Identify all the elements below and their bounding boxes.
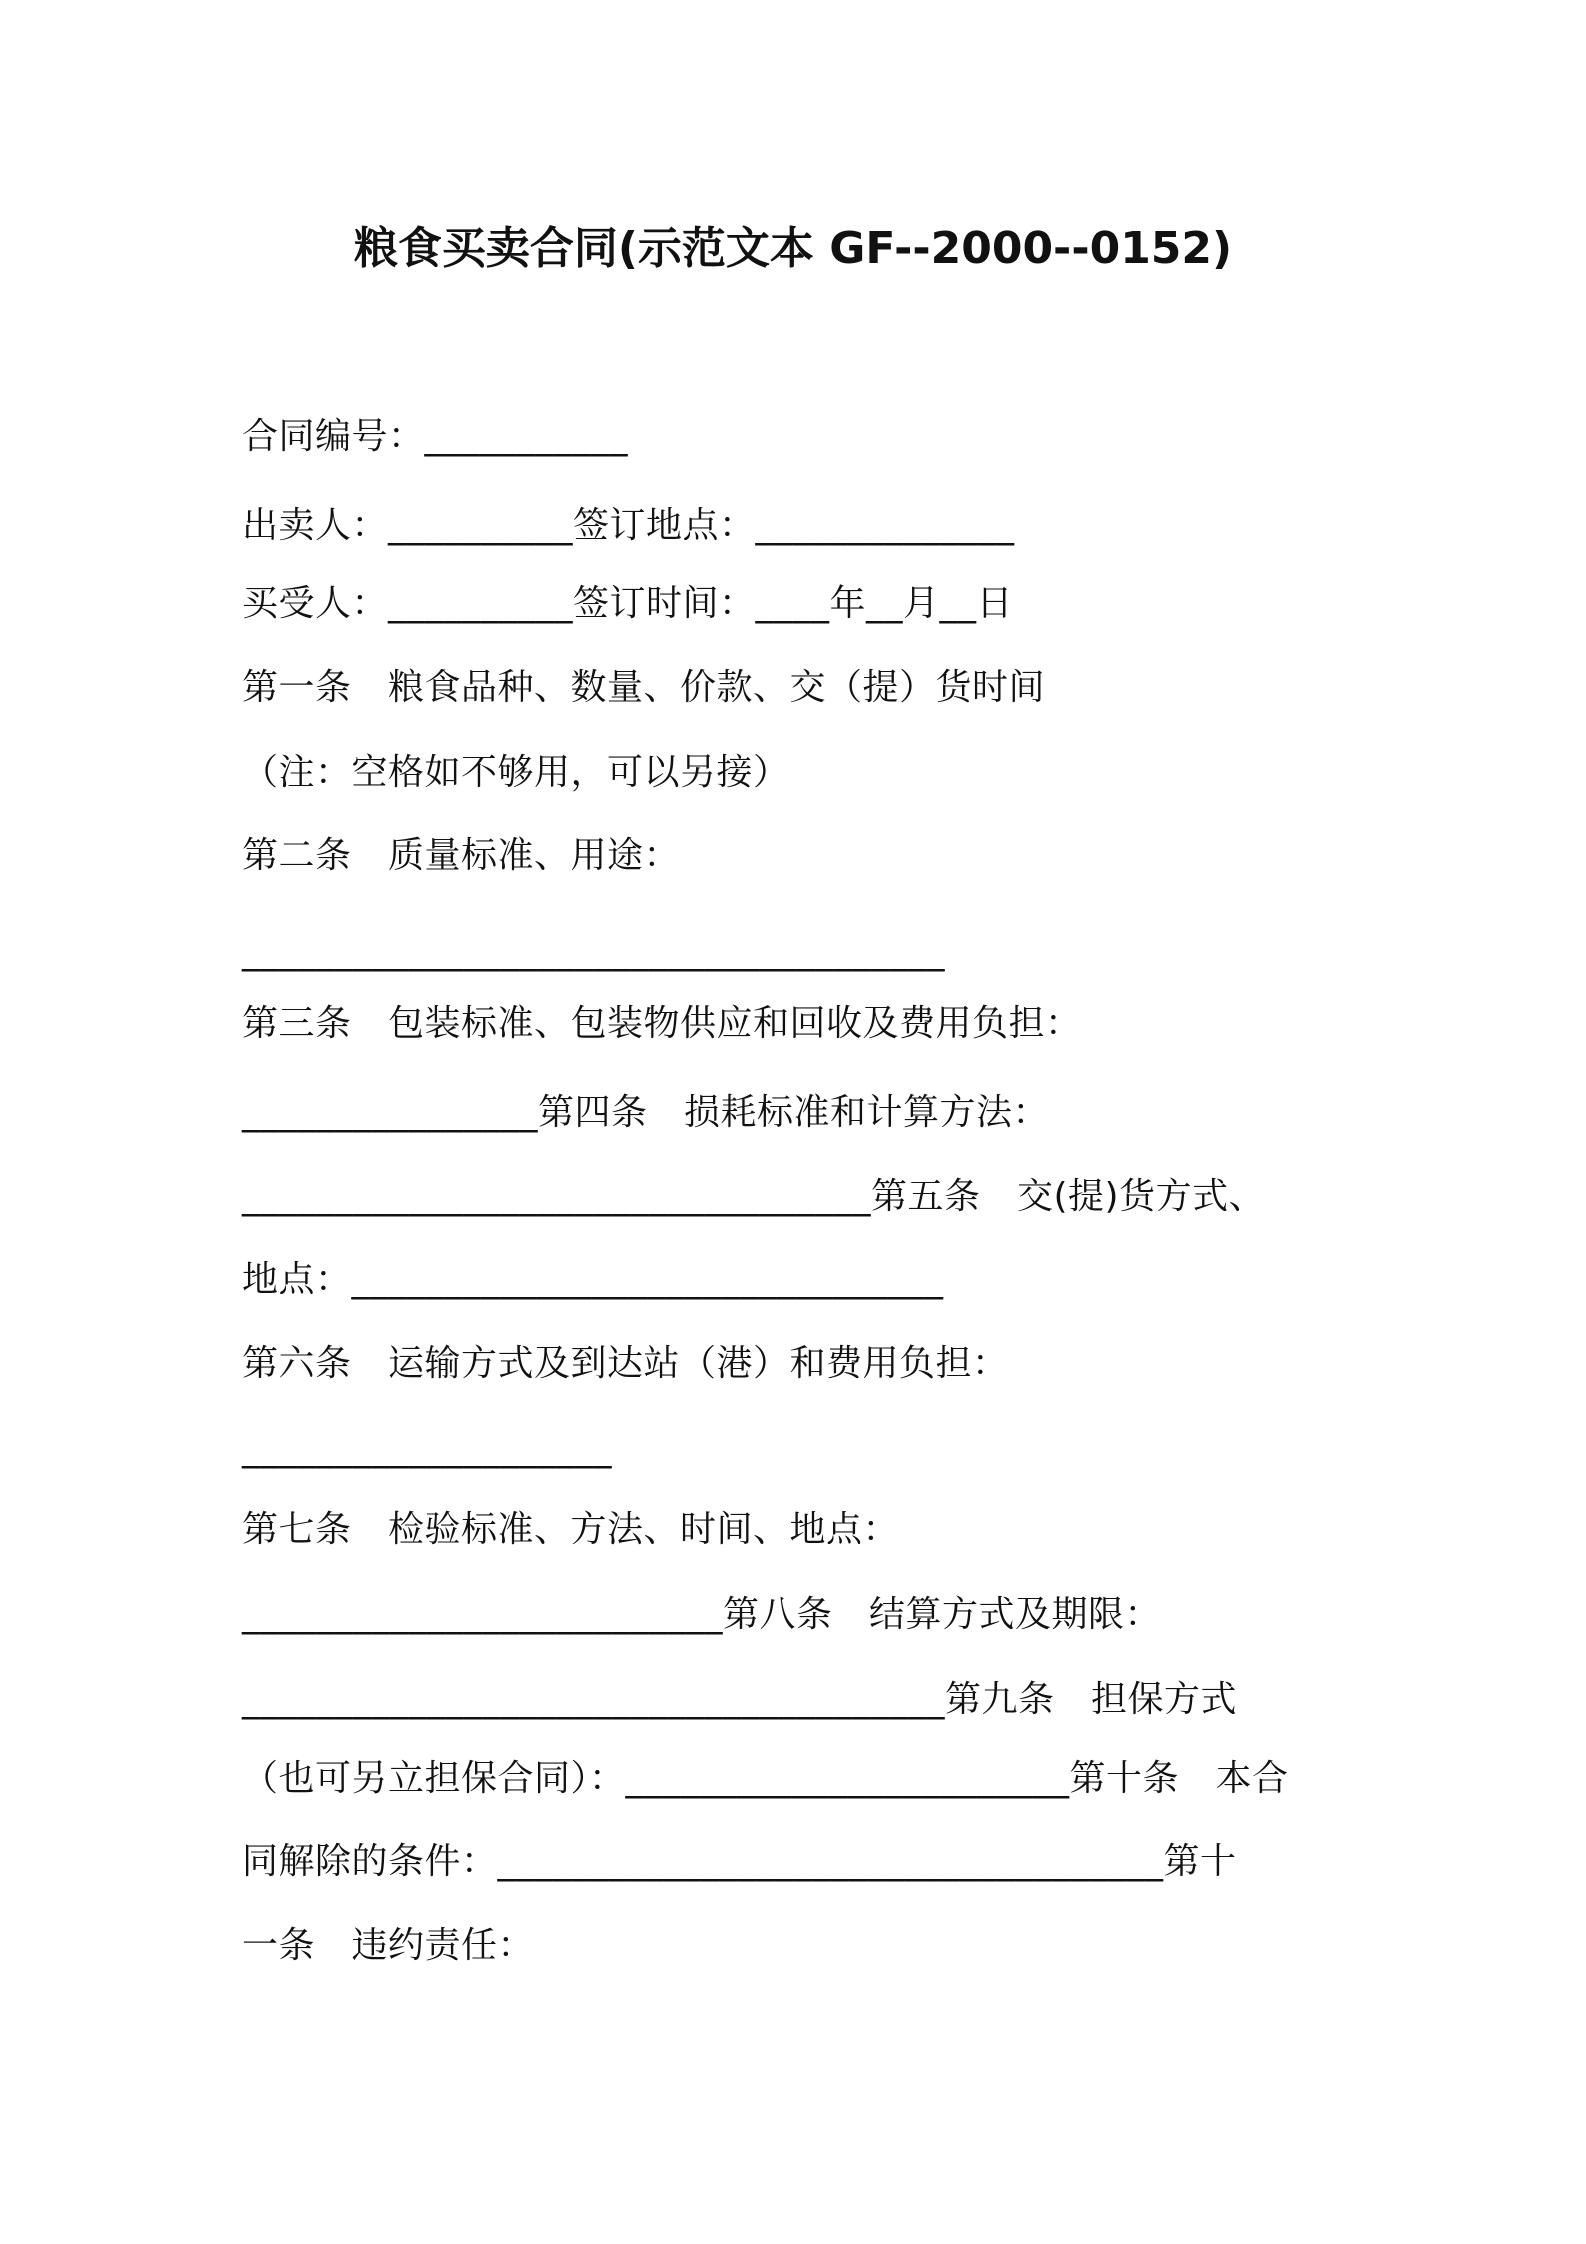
- article-6-heading: 第六条 运输方式及到达站（港）和费用负担：: [242, 1343, 1009, 1384]
- article-11-heading: 一条 违约责任：: [242, 1925, 535, 1966]
- article-1-note: （注：空格如不够用，可以另接）: [242, 752, 790, 793]
- article-10-conditions-line: 同解除的条件：____________________________________第十: [242, 1841, 1237, 1882]
- article-7-heading: 第七条 检验标准、方法、时间、地点：: [242, 1509, 900, 1550]
- article-6-blank: ____________________: [242, 1428, 612, 1469]
- article-5-line: __________________________________第五条 交(提)货方式、: [242, 1176, 1266, 1217]
- article-3-heading: 第三条 包装标准、包装物供应和回收及费用负担：: [242, 1003, 1082, 1044]
- article-2-blank: ______________________________________: [242, 931, 945, 972]
- article-10-line: （也可另立担保合同）：________________________第十条 本合: [242, 1758, 1289, 1799]
- article-4-line: ________________第四条 损耗标准和计算方法：: [242, 1092, 1050, 1133]
- article-9-line: ______________________________________第九条 担保方式: [242, 1679, 1238, 1720]
- contract-number-line: 合同编号：___________: [242, 416, 629, 457]
- seller-line: 出卖人：__________签订地点：______________: [242, 505, 1015, 546]
- document-title: 粮食买卖合同(示范文本 GF--2000--0152): [353, 223, 1233, 274]
- article-1-heading: 第一条 粮食品种、数量、价款、交（提）货时间: [242, 667, 1046, 708]
- buyer-line: 买受人：__________签订时间：____年__月__日: [242, 583, 1014, 624]
- article-2-heading: 第二条 质量标准、用途：: [242, 835, 681, 876]
- article-5-location-line: 地点：________________________________: [242, 1259, 944, 1300]
- article-8-line: __________________________第八条 结算方式及期限：: [242, 1594, 1162, 1635]
